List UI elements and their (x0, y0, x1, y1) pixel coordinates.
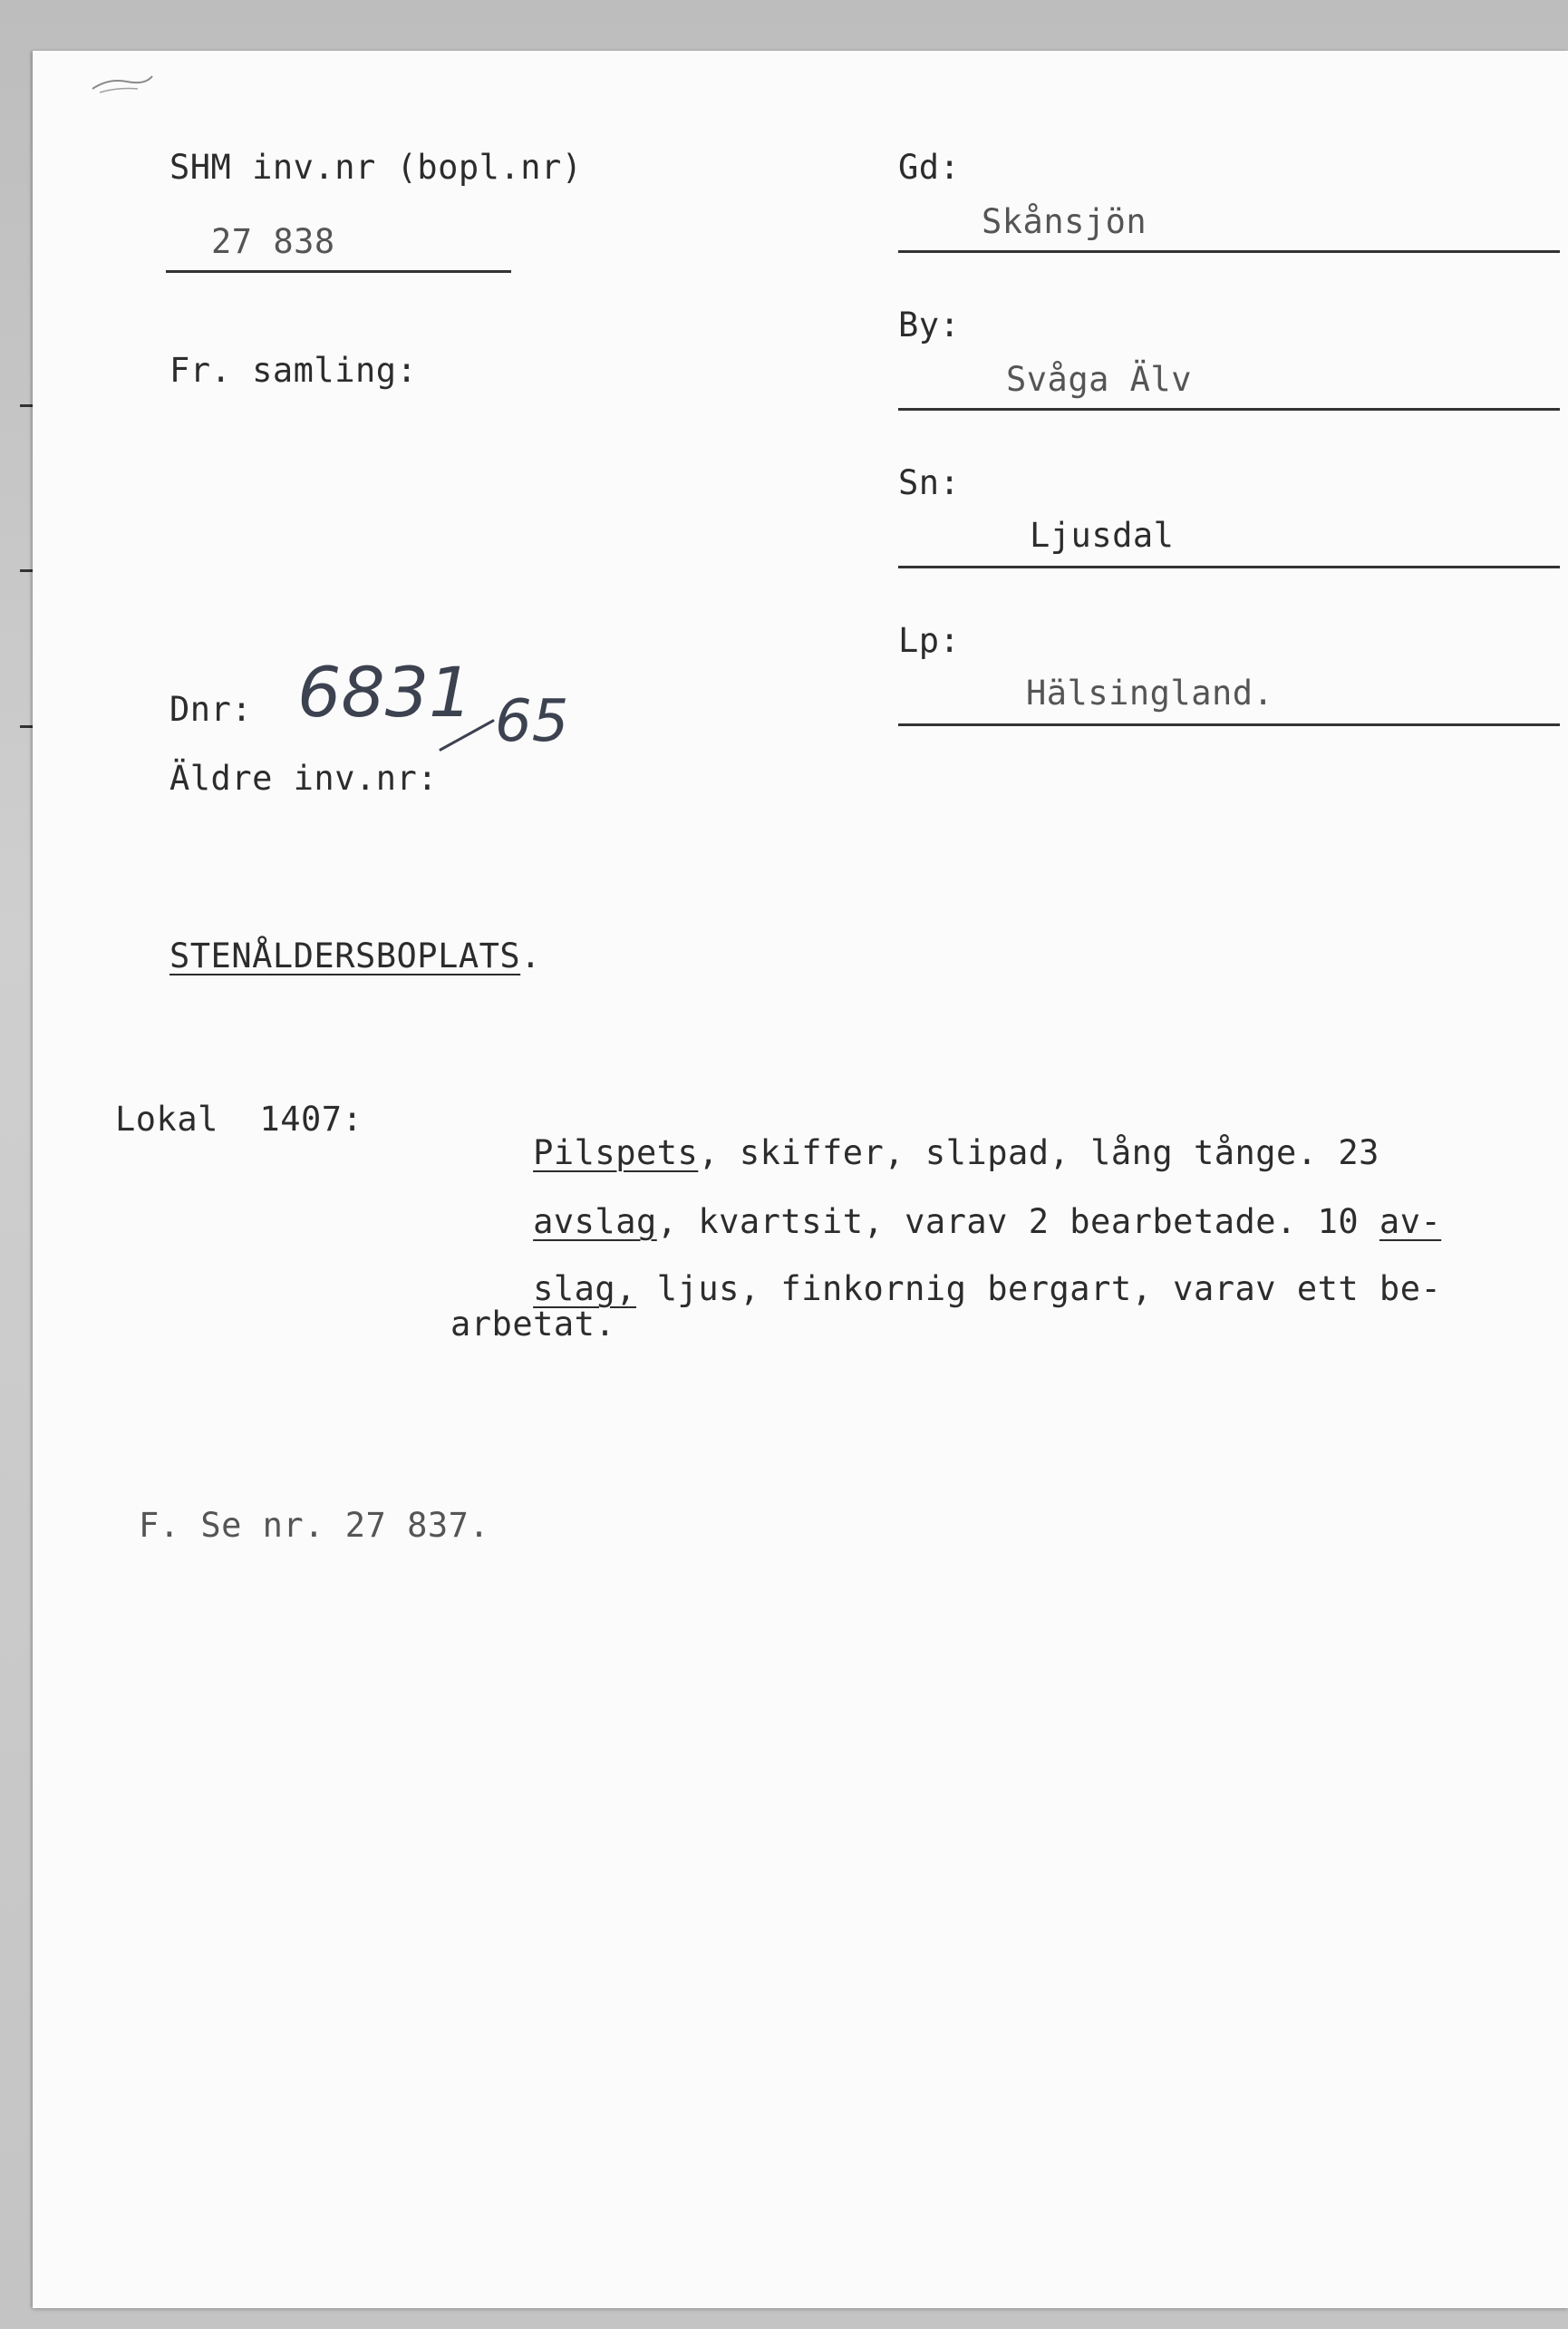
inv-number-rule (166, 270, 511, 273)
lokal-label: Lokal 1407: (115, 1100, 363, 1139)
sn-value: Ljusdal (1030, 516, 1175, 555)
aldre-inv-label: Äldre inv.nr: (169, 759, 439, 798)
lp-rule (898, 723, 1560, 726)
catalog-card (33, 51, 1568, 2308)
dnr-handwritten-year: 65 (495, 688, 569, 755)
desc-av: av- (1379, 1202, 1442, 1241)
by-label: By: (898, 306, 961, 344)
lp-value: Hälsingland. (1026, 674, 1274, 713)
by-value: Svåga Älv (1006, 360, 1192, 399)
fr-samling-label: Fr. samling: (169, 351, 418, 390)
desc-line-2-rest: , kvartsit, varav 2 bearbetade. 10 (656, 1202, 1379, 1241)
sn-label: Sn: (898, 463, 961, 502)
by-rule (898, 408, 1560, 411)
desc-line-1-rest: , skiffer, slipad, lång tånge. 23 (698, 1133, 1379, 1172)
inv-label: SHM inv.nr (bopl.nr) (169, 148, 583, 187)
gd-rule (898, 250, 1560, 253)
heading-text: STENÅLDERSBOPLATS (169, 936, 521, 975)
desc-avslag: avslag (533, 1202, 657, 1241)
ink-smudge (91, 71, 154, 98)
heading-period: . (520, 936, 541, 975)
edge-mark (20, 569, 33, 572)
gd-value: Skånsjön (982, 202, 1147, 241)
desc-line-4: arbetat. (450, 1305, 616, 1344)
desc-pilspets: Pilspets (533, 1133, 699, 1172)
desc-line-3-rest: ljus, finkornig bergart, varav ett be- (636, 1269, 1442, 1308)
desc-slag: slag, (533, 1269, 636, 1308)
gd-label: Gd: (898, 148, 961, 187)
edge-mark (20, 725, 33, 728)
lp-label: Lp: (898, 621, 961, 660)
footnote: F. Se nr. 27 837. (139, 1506, 490, 1545)
dnr-label: Dnr: (169, 690, 253, 729)
sn-rule (898, 566, 1560, 568)
heading (169, 936, 541, 975)
dnr-handwritten-number: 6831 (297, 652, 473, 733)
inv-number: 27 838 (211, 222, 335, 261)
edge-mark (20, 404, 33, 407)
dnr-slash (437, 717, 500, 753)
